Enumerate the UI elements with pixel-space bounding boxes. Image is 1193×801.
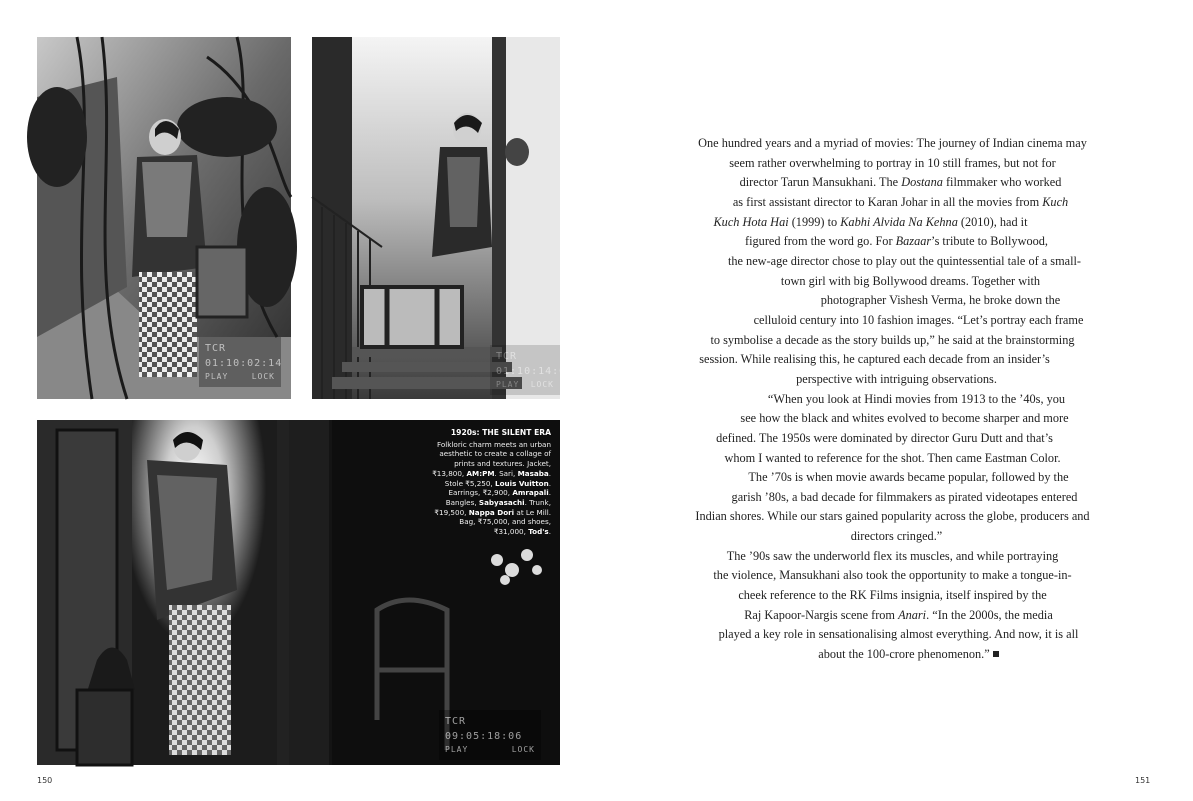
article-line: played a key role in sensationalising almost everything. And now, it is all	[718, 627, 1079, 642]
article-line: as first assistant director to Karan Johar in all the movies from Kuch	[732, 194, 1069, 209]
article-line: seem rather overwhelming to portray in 10 still frames, but not for	[729, 155, 1056, 170]
article-line: the new-age director chose to play out the quintessential tale of a small-	[727, 253, 1082, 268]
caption-text: . Stole ₹5,250,	[444, 468, 551, 488]
article-line: Indian shores. While our stars gained popularity across the globe, producers and	[695, 509, 1090, 524]
article-line: session. While realising this, he captured each decade from an insider’s	[699, 352, 1050, 367]
article-line: to symbolise a decade as the story builds up,” he said at the brainstorming	[710, 332, 1075, 347]
article-line: One hundred years and a myriad of movies: The journey of Indian cinema may	[698, 136, 1087, 150]
article-line: defined. The 1950s were dominated by director Guru Dutt and that’s	[716, 430, 1053, 445]
photo-caption	[427, 428, 551, 537]
article-line: “When you look at Hindi movies from 1913 to the ’40s, you	[767, 391, 1066, 406]
timecode-value: TCR 09:05:18:06	[445, 716, 523, 742]
article-line: celluloid century into 10 fashion images. “Let’s portray each frame	[753, 312, 1084, 327]
caption-text: . Trunk, ₹19,500,	[434, 497, 551, 517]
caption-text: . Earrings, ₹2,900,	[448, 478, 551, 498]
article-line: director Tarun Mansukhani. The Dostana filmmaker who worked	[739, 175, 1062, 190]
page-number-right: 151	[1135, 776, 1151, 785]
caption-text: Folkloric charm meets an urban aesthetic to create a collage of prints and textures. Jacket, ₹13,800,	[432, 439, 551, 478]
caption-text: .	[548, 527, 551, 537]
article-line: The ’90s saw the underworld flex its muscles, and while portraying	[726, 548, 1059, 563]
caption-text: . Bangles,	[445, 488, 551, 507]
brand-name: Nappa Dori	[468, 507, 515, 517]
article-line: perspective with intriguing observations.	[796, 371, 997, 386]
lock-label: LOCK	[511, 745, 535, 754]
article-body	[695, 134, 1090, 665]
article-line: Raj Kapoor-Nargis scene from Anari. “In the 2000s, the media	[744, 607, 1053, 622]
article-line: photographer Vishesh Verma, he broke down the	[820, 293, 1061, 308]
brand-name: Tod's	[528, 527, 549, 537]
photo-stairway-trunk	[312, 37, 574, 399]
timecode-overlay	[439, 710, 541, 760]
play-label: PLAY	[496, 380, 520, 389]
article-line: figured from the word go. For Bazaar’s tribute to Bollywood,	[745, 234, 1048, 249]
article-line: cheek reference to the RK Films insignia, itself inspired by the	[738, 588, 1047, 603]
page-number-left: 150	[37, 776, 53, 785]
end-mark-icon	[993, 651, 999, 657]
timecode-overlay	[199, 337, 281, 387]
brand-name: Amrapali	[512, 488, 549, 498]
article-line: The ’70s is when movie awards became popular, followed by the	[748, 470, 1069, 485]
article-line: the violence, Mansukhani also took the opportunity to make a tongue-in-	[713, 568, 1072, 583]
timecode-value: TCR 01:10:02:14	[205, 343, 283, 369]
photo-doorway-silent-era	[37, 420, 560, 765]
article-line: whom I wanted to reference for the shot. Then came Eastman Color.	[724, 450, 1061, 465]
brand-name: Sabyasachi	[478, 497, 525, 507]
play-label: PLAY	[205, 372, 229, 381]
caption-title: 1920s: THE SILENT ERA	[450, 428, 551, 437]
photo-garden-staircase	[37, 37, 291, 399]
article-line: garish ’80s, a bad decade for filmmakers as pirated videotapes entered	[731, 489, 1078, 504]
caption-text: at Le Mill. Bag, ₹75,000, and shoes, ₹31,000,	[459, 507, 551, 537]
brand-name: AM:PM	[466, 468, 495, 478]
play-label: PLAY	[445, 745, 469, 754]
brand-name: Louis Vuitton	[495, 478, 549, 488]
caption-text: . Sari,	[494, 468, 518, 478]
article-line: see how the black and whites evolved to become sharper and more	[740, 411, 1069, 426]
lock-label: LOCK	[530, 380, 554, 389]
brand-name: Masaba	[517, 468, 549, 478]
article-line: about the 100-crore phenomenon.”	[711, 645, 1106, 665]
timecode-value: TCR 01:10:14:02	[496, 351, 574, 377]
article-line: Kuch Hota Hai (1999) to Kabhi Alvida Na Kehna (2010), had it	[713, 214, 1028, 229]
lock-label: LOCK	[251, 372, 275, 381]
article-line: town girl with big Bollywood dreams. Together with	[780, 273, 1041, 288]
article-line: directors cringed.”	[850, 529, 943, 544]
timecode-overlay	[490, 345, 574, 395]
